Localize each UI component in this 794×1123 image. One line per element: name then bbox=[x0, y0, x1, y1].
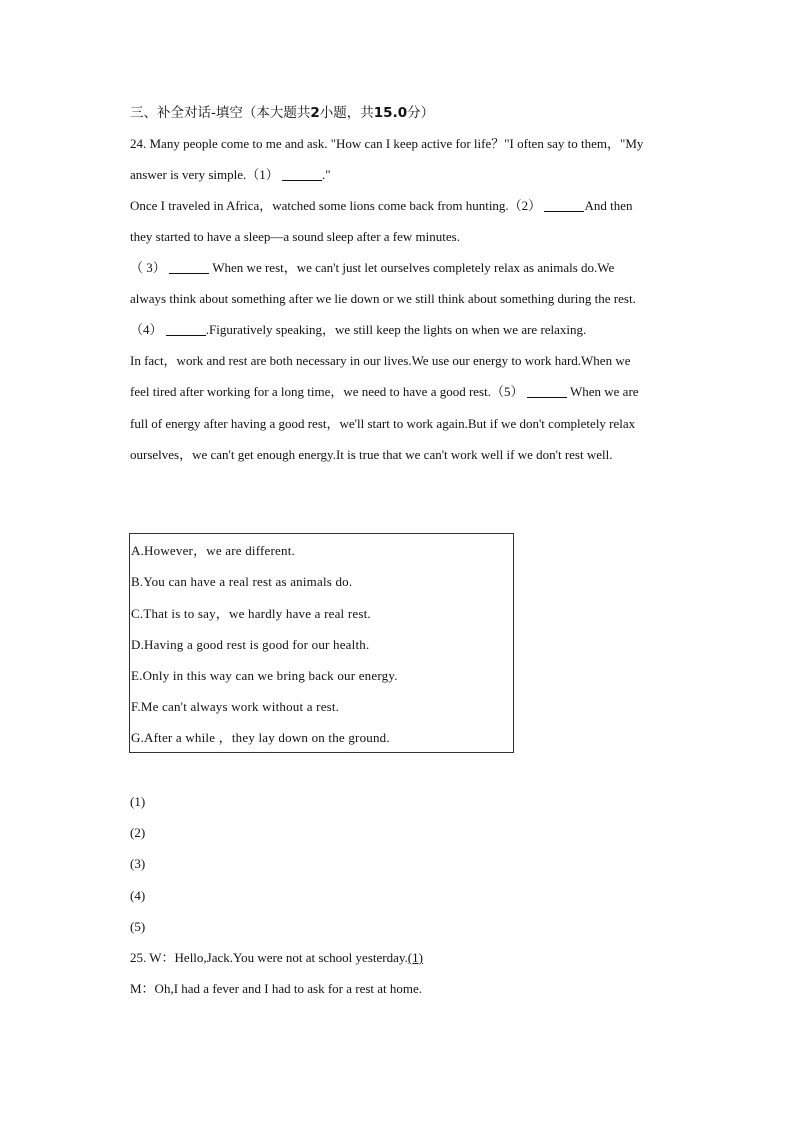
q24-line-11: ourselves，we can't get enough energy.It is true that we can't work well if we don't rest well. bbox=[130, 447, 613, 462]
answer-slot-5[interactable]: (5) bbox=[130, 919, 146, 934]
answer-slot-4[interactable]: (4) bbox=[130, 888, 146, 903]
q25-blank-1[interactable]: (1) bbox=[407, 950, 423, 965]
option-f: F.Me can't always work without a rest. bbox=[131, 699, 340, 714]
option-d: D.Having a good rest is good for our health. bbox=[131, 637, 370, 652]
blank-2[interactable] bbox=[544, 199, 584, 212]
q24-line-9: feel tired after working for a long time，we need to have a good rest.（5） When we are bbox=[130, 384, 639, 399]
blank-5[interactable] bbox=[527, 385, 567, 398]
blank-1[interactable] bbox=[282, 168, 322, 181]
option-b: B.You can have a real rest as animals do. bbox=[131, 574, 353, 589]
q24-line-4: they started to have a sleep—a sound sleep after a few minutes. bbox=[130, 229, 460, 244]
options-box bbox=[129, 533, 514, 753]
q24-line-2: answer is very simple.（1） ." bbox=[130, 167, 331, 182]
section-title: 三、补全对话-填空（本大题共2小题，共15.0分） bbox=[130, 105, 435, 121]
q24-line-1: 24. Many people come to me and ask. "How can I keep active for life？"I often say to them，"My bbox=[130, 136, 644, 151]
q24-line-3: Once I traveled in Africa，watched some lions come back from hunting.（2） And then bbox=[130, 198, 633, 213]
answer-slot-3[interactable]: (3) bbox=[130, 856, 146, 871]
q25-w-line: 25. W：Hello,Jack.You were not at school yesterday.(1) bbox=[130, 950, 423, 965]
blank-3[interactable] bbox=[169, 261, 209, 274]
q24-line-6: always think about something after we lie down or we still think about something during the rest. bbox=[130, 291, 636, 306]
q24-line-8: In fact，work and rest are both necessary in our lives.We use our energy to work hard.When we bbox=[130, 353, 631, 368]
q24-line-7: （4） .Figuratively speaking，we still keep the lights on when we are relaxing. bbox=[130, 322, 587, 337]
option-a: A.However，we are different. bbox=[131, 543, 295, 558]
option-e: E.Only in this way can we bring back our energy. bbox=[131, 668, 398, 683]
option-c: C.That is to say，we hardly have a real rest. bbox=[131, 606, 371, 621]
blank-4[interactable] bbox=[166, 323, 206, 336]
option-g: G.After a while ，they lay down on the ground. bbox=[131, 730, 390, 745]
answer-slot-1[interactable]: (1) bbox=[130, 794, 146, 809]
q24-line-10: full of energy after having a good rest，we'll start to work again.But if we don't completely relax bbox=[130, 416, 636, 431]
q24-line-5: （ 3） When we rest，we can't just let ourselves completely relax as animals do.We bbox=[130, 260, 615, 275]
answer-slot-2[interactable]: (2) bbox=[130, 825, 146, 840]
q25-m-line: M：Oh,I had a fever and I had to ask for a rest at home. bbox=[130, 981, 423, 996]
